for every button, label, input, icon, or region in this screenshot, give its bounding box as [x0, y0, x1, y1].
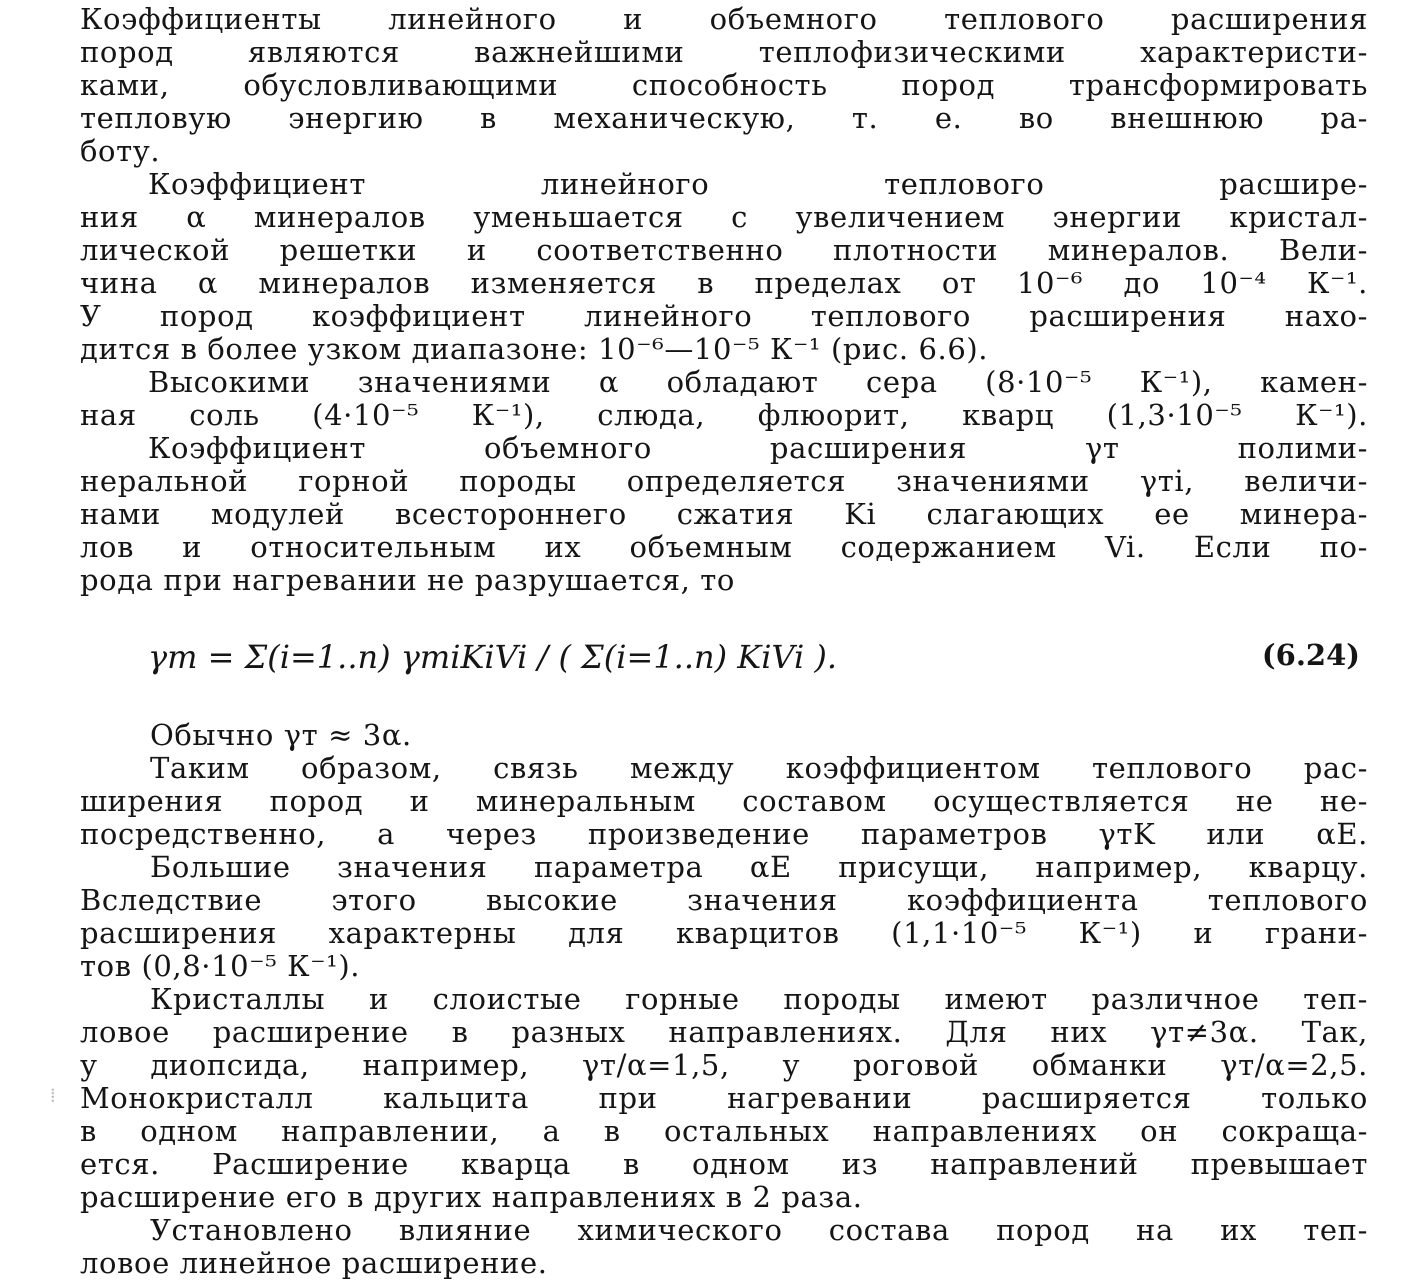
text-line: нами модулей всестороннего сжатия Ki слагающих ее минера-: [80, 497, 1368, 531]
text-line: ная соль (4·10⁻⁵ К⁻¹), слюда, флюорит, кварц (1,3·10⁻⁵ К⁻¹).: [80, 398, 1368, 432]
text-line: ния α минералов уменьшается с увеличением энергии кристал-: [80, 200, 1368, 234]
text-line: Таким образом, связь между коэффициентом теплового рас-: [150, 751, 1368, 785]
text-line: тов (0,8·10⁻⁵ К⁻¹).: [80, 949, 361, 983]
text-line: в одном направлении, а в остальных направлениях он сокраща-: [80, 1114, 1368, 1148]
text-line: тепловую энергию в механическую, т. е. во внешнюю ра-: [80, 101, 1368, 135]
text-line: Монокристалл кальцита при нагревании расширяется только: [80, 1081, 1368, 1115]
text-line: боту.: [80, 134, 161, 168]
text-line: ками, обусловливающими способность пород трансформировать: [80, 68, 1368, 102]
text-line: лической решетки и соответственно плотности минералов. Вели-: [80, 233, 1368, 267]
text-line: ширения пород и минеральным составом осуществляется не не-: [80, 784, 1368, 818]
equation-row: [80, 612, 1368, 702]
text-line: дится в более узком диапазоне: 10⁻⁶—10⁻⁵ К⁻¹ (рис. 6.6).: [80, 332, 989, 366]
text-line: лов и относительным их объемным содержанием Vi. Если по-: [80, 530, 1368, 564]
text-line: у диопсида, например, γт/α=1,5, у роговой обманки γт/α=2,5.: [80, 1048, 1368, 1082]
text-line: Коэффициент линейного теплового расшире-: [148, 167, 1368, 201]
text-line: Вследствие этого высокие значения коэффициента теплового: [80, 883, 1368, 917]
text-line: Коэффициенты линейного и объемного теплового расширения: [80, 2, 1368, 36]
text-line: Коэффициент объемного расширения γт полими-: [148, 431, 1368, 465]
margin-mark: ⁞: [50, 1083, 56, 1107]
text-line: Большие значения параметра αE присущи, например, кварцу.: [150, 850, 1368, 884]
text-line: пород являются важнейшими теплофизическими характеристи-: [80, 35, 1368, 69]
text-line: ловое линейное расширение.: [80, 1246, 548, 1280]
text-line: расширения характерны для кварцитов (1,1·10⁻⁵ К⁻¹) и грани-: [80, 916, 1368, 950]
text-line: ловое расширение в разных направлениях. Для них γт≠3α. Так,: [80, 1015, 1368, 1049]
text-line: ется. Расширение кварца в одном из направлений превышает: [80, 1147, 1368, 1181]
text-line: У пород коэффициент линейного теплового расширения нахо-: [80, 299, 1368, 333]
equation-formula: γт = Σ(i=1..n) γтiKiVi / ( Σ(i=1..n) KiVi ).: [148, 638, 838, 676]
text-line: рода при нагревании не разрушается, то: [80, 563, 735, 597]
text-line: Кристаллы и слоистые горные породы имеют различное теп-: [150, 982, 1368, 1016]
text-line: Высокими значениями α обладают сера (8·10⁻⁵ К⁻¹), камен-: [148, 365, 1368, 399]
text-line: посредственно, а через произведение параметров γтK или αE.: [80, 817, 1368, 851]
text-line: неральной горной породы определяется значениями γтi, величи-: [80, 464, 1368, 498]
text-line: Обычно γт ≈ 3α.: [150, 718, 412, 752]
text-line: чина α минералов изменяется в пределах от 10⁻⁶ до 10⁻⁴ К⁻¹.: [80, 266, 1368, 300]
text-line: Установлено влияние химического состава пород на их теп-: [150, 1213, 1368, 1247]
equation-number: (6.24): [1261, 638, 1360, 672]
text-line: расширение его в других направлениях в 2 раза.: [80, 1180, 863, 1214]
